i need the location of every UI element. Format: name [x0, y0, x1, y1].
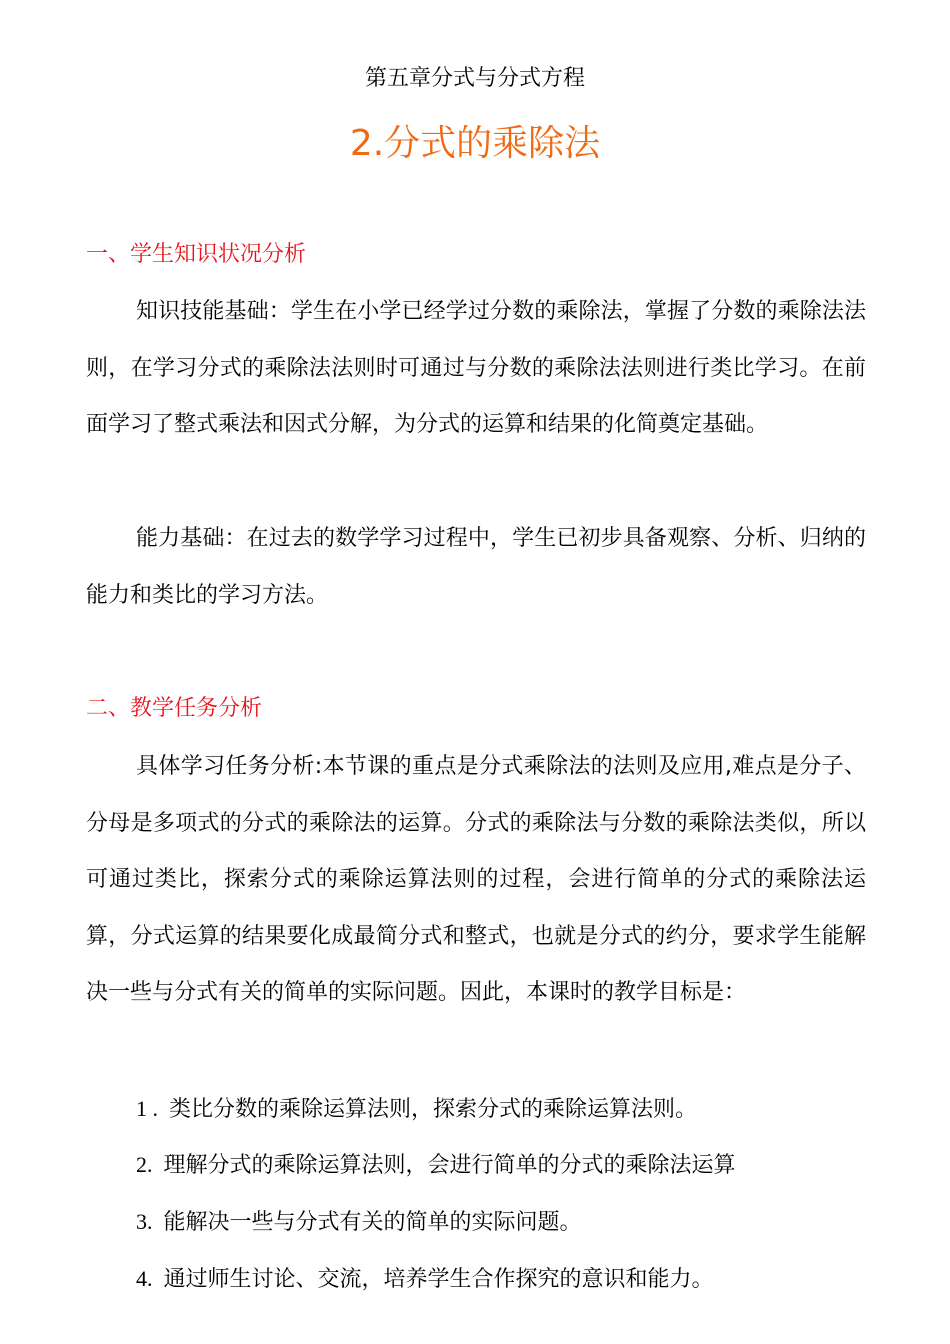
objective-text: 理解分式的乘除运算法则，会进行简单的分式的乘除法运算 — [163, 1153, 736, 1178]
objective-number: 4. — [136, 1266, 153, 1291]
chapter-title: 第五章分式与分式方程 — [364, 66, 585, 91]
objective-item — [136, 1148, 856, 1183]
objective-item — [136, 1205, 856, 1240]
objective-number: 1 . — [136, 1096, 158, 1121]
objective-item — [136, 1092, 856, 1127]
objective-number: 3. — [136, 1209, 153, 1234]
section-heading-student-analysis: 一、学生知识状况分析 — [86, 242, 307, 267]
paragraph-knowledge-basis: 知识技能基础：学生在小学已经学过分数的乘除法，掌握了分数的乘除法法则，在学习分式的乘除法法则时可通过与分数的乘除法法则进行类比学习。在前面学习了整式乘法和因式分解，为分式的运算和结果的化简奠定基础。 — [86, 299, 866, 437]
objective-number: 2. — [136, 1152, 153, 1177]
paragraph-task-analysis: 具体学习任务分析:本节课的重点是分式乘除法的法则及应用,难点是分子、分母是多项式的分式的乘除法的运算。分式的乘除法与分数的乘除法类似，所以可通过类比，探索分式的乘除运算法则的过程，会进行简单的分式的乘除法运算，分式运算的结果要化成最简分式和整式，也就是分式的约分，要求学生能解决一些与分式有关的简单的实际问题。因此，本课时的教学目标是： — [86, 754, 866, 1005]
objective-text: 能解决一些与分式有关的简单的实际问题。 — [163, 1210, 582, 1235]
lesson-title: 2.分式的乘除法 — [349, 123, 601, 164]
objective-item — [136, 1262, 856, 1297]
objective-text: 通过师生讨论、交流，培养学生合作探究的意识和能力。 — [163, 1267, 714, 1292]
objective-text: 类比分数的乘除运算法则，探索分式的乘除运算法则。 — [169, 1097, 698, 1122]
section-heading-task-analysis: 二、教学任务分析 — [86, 696, 263, 721]
paragraph-ability-basis: 能力基础：在过去的数学学习过程中，学生已初步具备观察、分析、归纳的能力和类比的学习方法。 — [86, 526, 866, 608]
